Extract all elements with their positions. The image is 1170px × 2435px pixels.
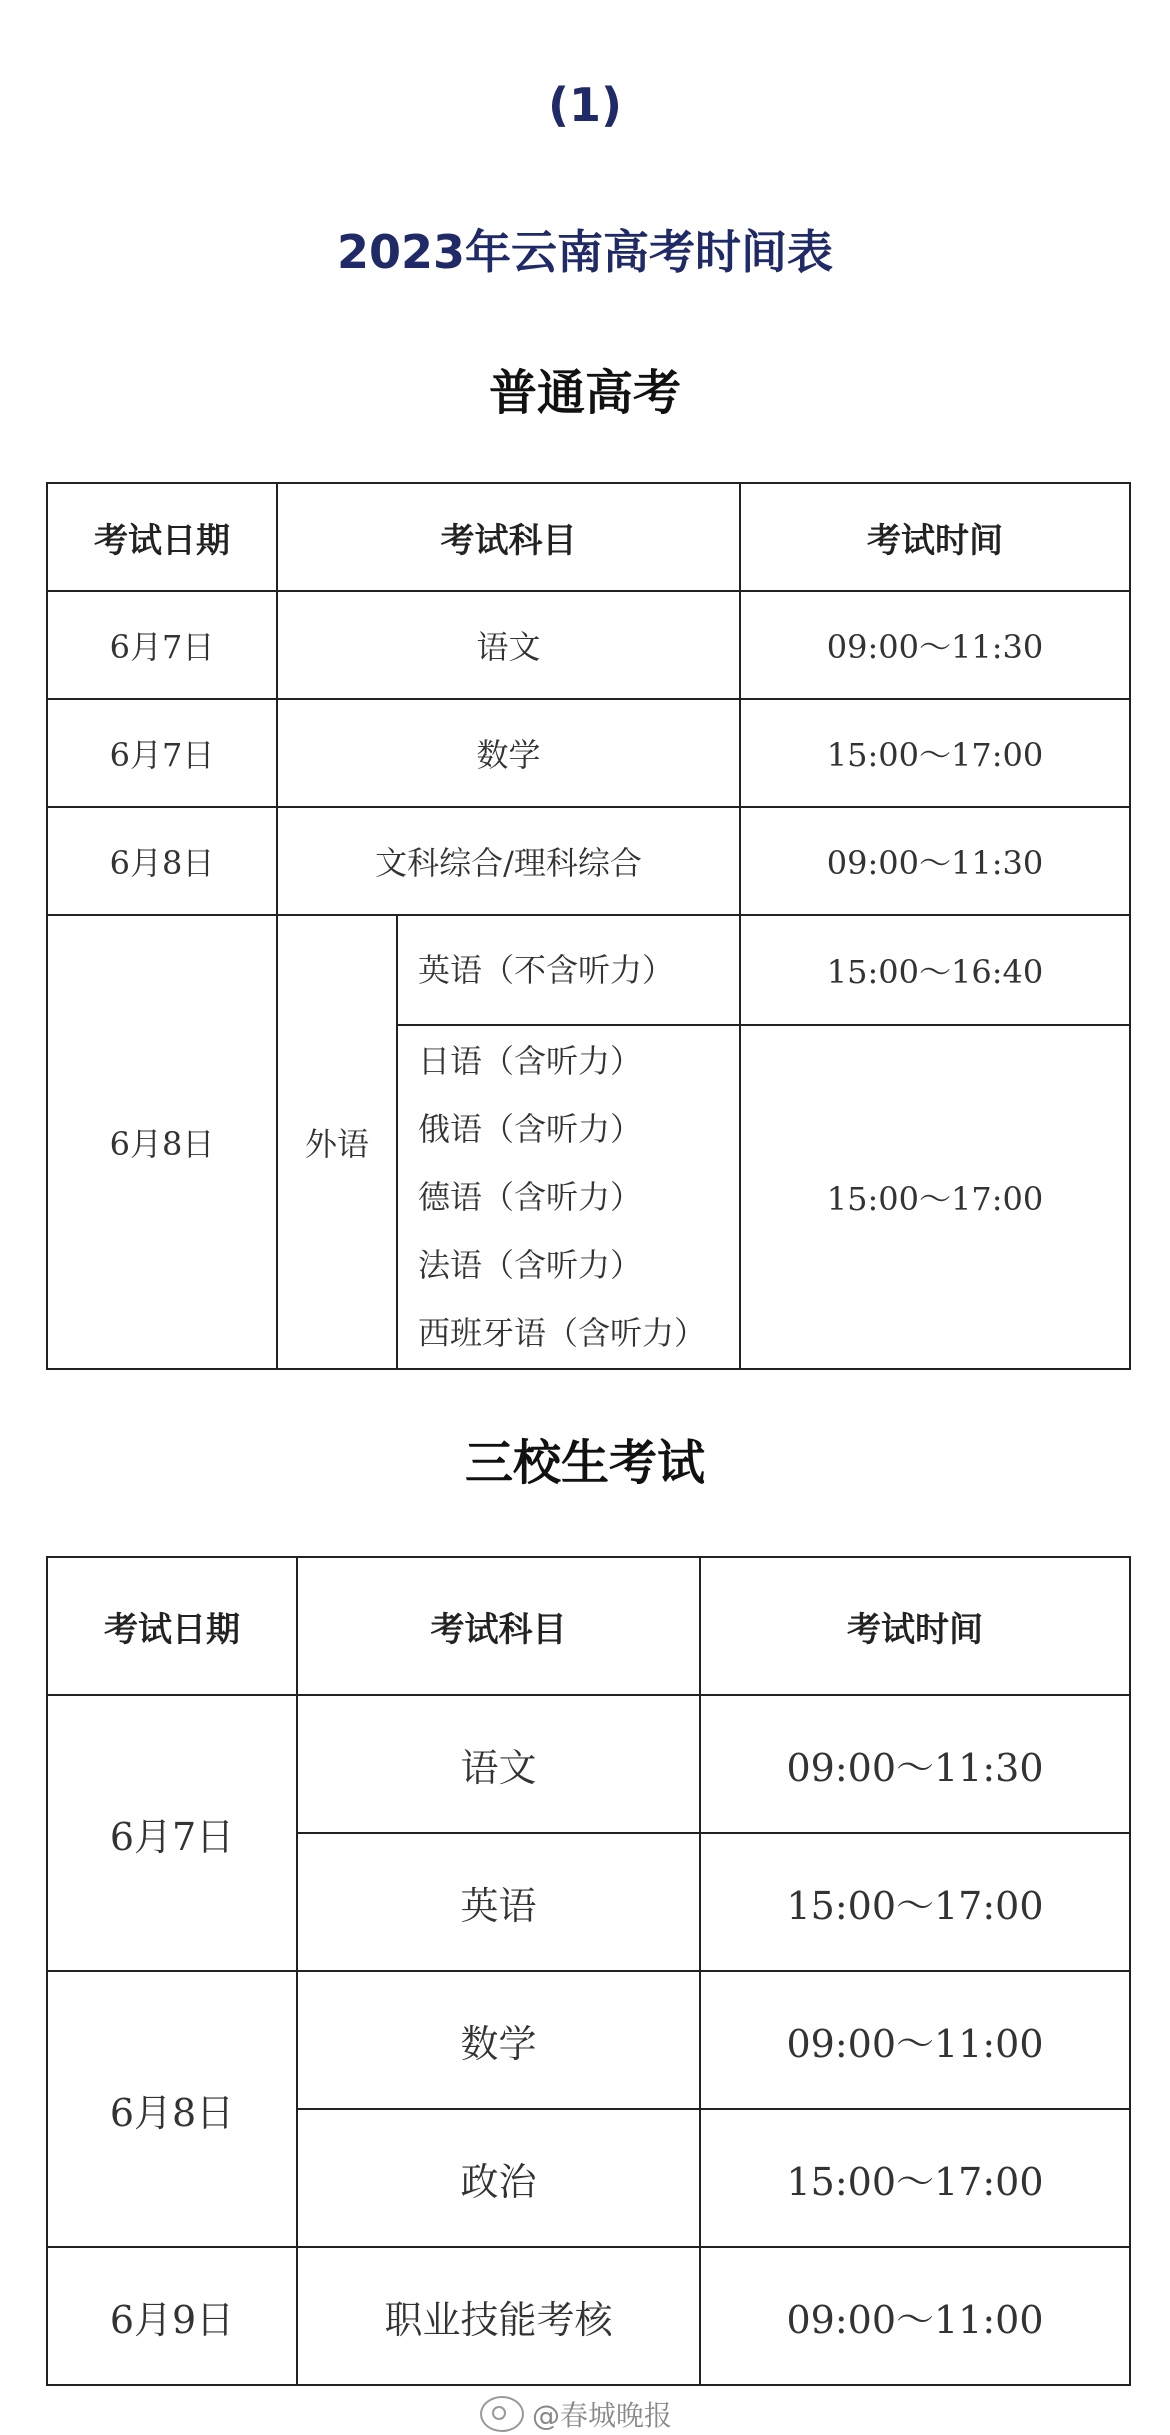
table-header-row xyxy=(47,1557,1130,1695)
header-subject: 考试科目 xyxy=(277,483,740,591)
weibo-icon xyxy=(480,2396,524,2432)
exam-subject: 政治 xyxy=(297,2109,700,2247)
exam-subject: 数学 xyxy=(297,1971,700,2109)
exam-date: 6月7日 xyxy=(47,1695,297,1971)
list-item: 日语（含听力） xyxy=(418,1042,643,1080)
exam-subject: 文科综合/理科综合 xyxy=(277,807,740,915)
table-row xyxy=(47,915,1130,1025)
exam-category-foreign: 外语 xyxy=(277,915,397,1369)
table-row xyxy=(47,1971,1130,2109)
number-label: (1) xyxy=(547,78,623,132)
exam-subject: 英语（不含听力） xyxy=(397,915,740,1025)
watermark xyxy=(480,2394,672,2434)
table-row xyxy=(47,2247,1130,2385)
exam-subject: 语文 xyxy=(277,591,740,699)
list-item: 西班牙语（含听力） xyxy=(418,1314,707,1352)
exam-time: 15:00～17:00 xyxy=(740,1025,1130,1369)
table-row xyxy=(47,807,1130,915)
exam-subject: 数学 xyxy=(277,699,740,807)
header-subject: 考试科目 xyxy=(297,1557,700,1695)
page-title: 2023年云南高考时间表 xyxy=(336,225,834,279)
exam-time: 15:00～17:00 xyxy=(700,1833,1130,1971)
table-row xyxy=(47,591,1130,699)
watermark-text: @春城晚报 xyxy=(532,2399,673,2432)
header-time: 考试时间 xyxy=(700,1557,1130,1695)
exam-time: 09:00～11:30 xyxy=(740,807,1130,915)
exam-time: 15:00～16:40 xyxy=(740,915,1130,1025)
exam-time: 15:00～17:00 xyxy=(700,2109,1130,2247)
list-item: 法语（含听力） xyxy=(418,1246,643,1284)
exam-time: 09:00～11:00 xyxy=(700,1971,1130,2109)
table-row xyxy=(47,1695,1130,1833)
exam-subject: 英语 xyxy=(297,1833,700,1971)
list-item: 德语（含听力） xyxy=(418,1178,643,1216)
exam-subject: 职业技能考核 xyxy=(297,2247,700,2385)
exam-time: 09:00～11:30 xyxy=(700,1695,1130,1833)
header-date: 考试日期 xyxy=(47,483,277,591)
language-list xyxy=(397,1025,740,1369)
exam-time: 09:00～11:00 xyxy=(700,2247,1130,2385)
section-title-regular-exam: 普通高考 xyxy=(488,365,681,421)
table-header-row xyxy=(47,483,1130,591)
exam-date: 6月7日 xyxy=(47,699,277,807)
header-date: 考试日期 xyxy=(47,1557,297,1695)
exam-time: 15:00～17:00 xyxy=(740,699,1130,807)
regular-exam-table xyxy=(46,482,1131,1370)
header-time: 考试时间 xyxy=(740,483,1130,591)
section-title-vocational-exam: 三校生考试 xyxy=(464,1435,705,1491)
table-row xyxy=(47,699,1130,807)
exam-date: 6月8日 xyxy=(47,807,277,915)
exam-subject: 语文 xyxy=(297,1695,700,1833)
exam-time: 09:00～11:30 xyxy=(740,591,1130,699)
exam-date: 6月9日 xyxy=(47,2247,297,2385)
exam-date: 6月7日 xyxy=(47,591,277,699)
vocational-exam-table xyxy=(46,1556,1131,2386)
exam-date: 6月8日 xyxy=(47,1971,297,2247)
exam-date: 6月8日 xyxy=(47,915,277,1369)
list-item: 俄语（含听力） xyxy=(418,1110,643,1148)
